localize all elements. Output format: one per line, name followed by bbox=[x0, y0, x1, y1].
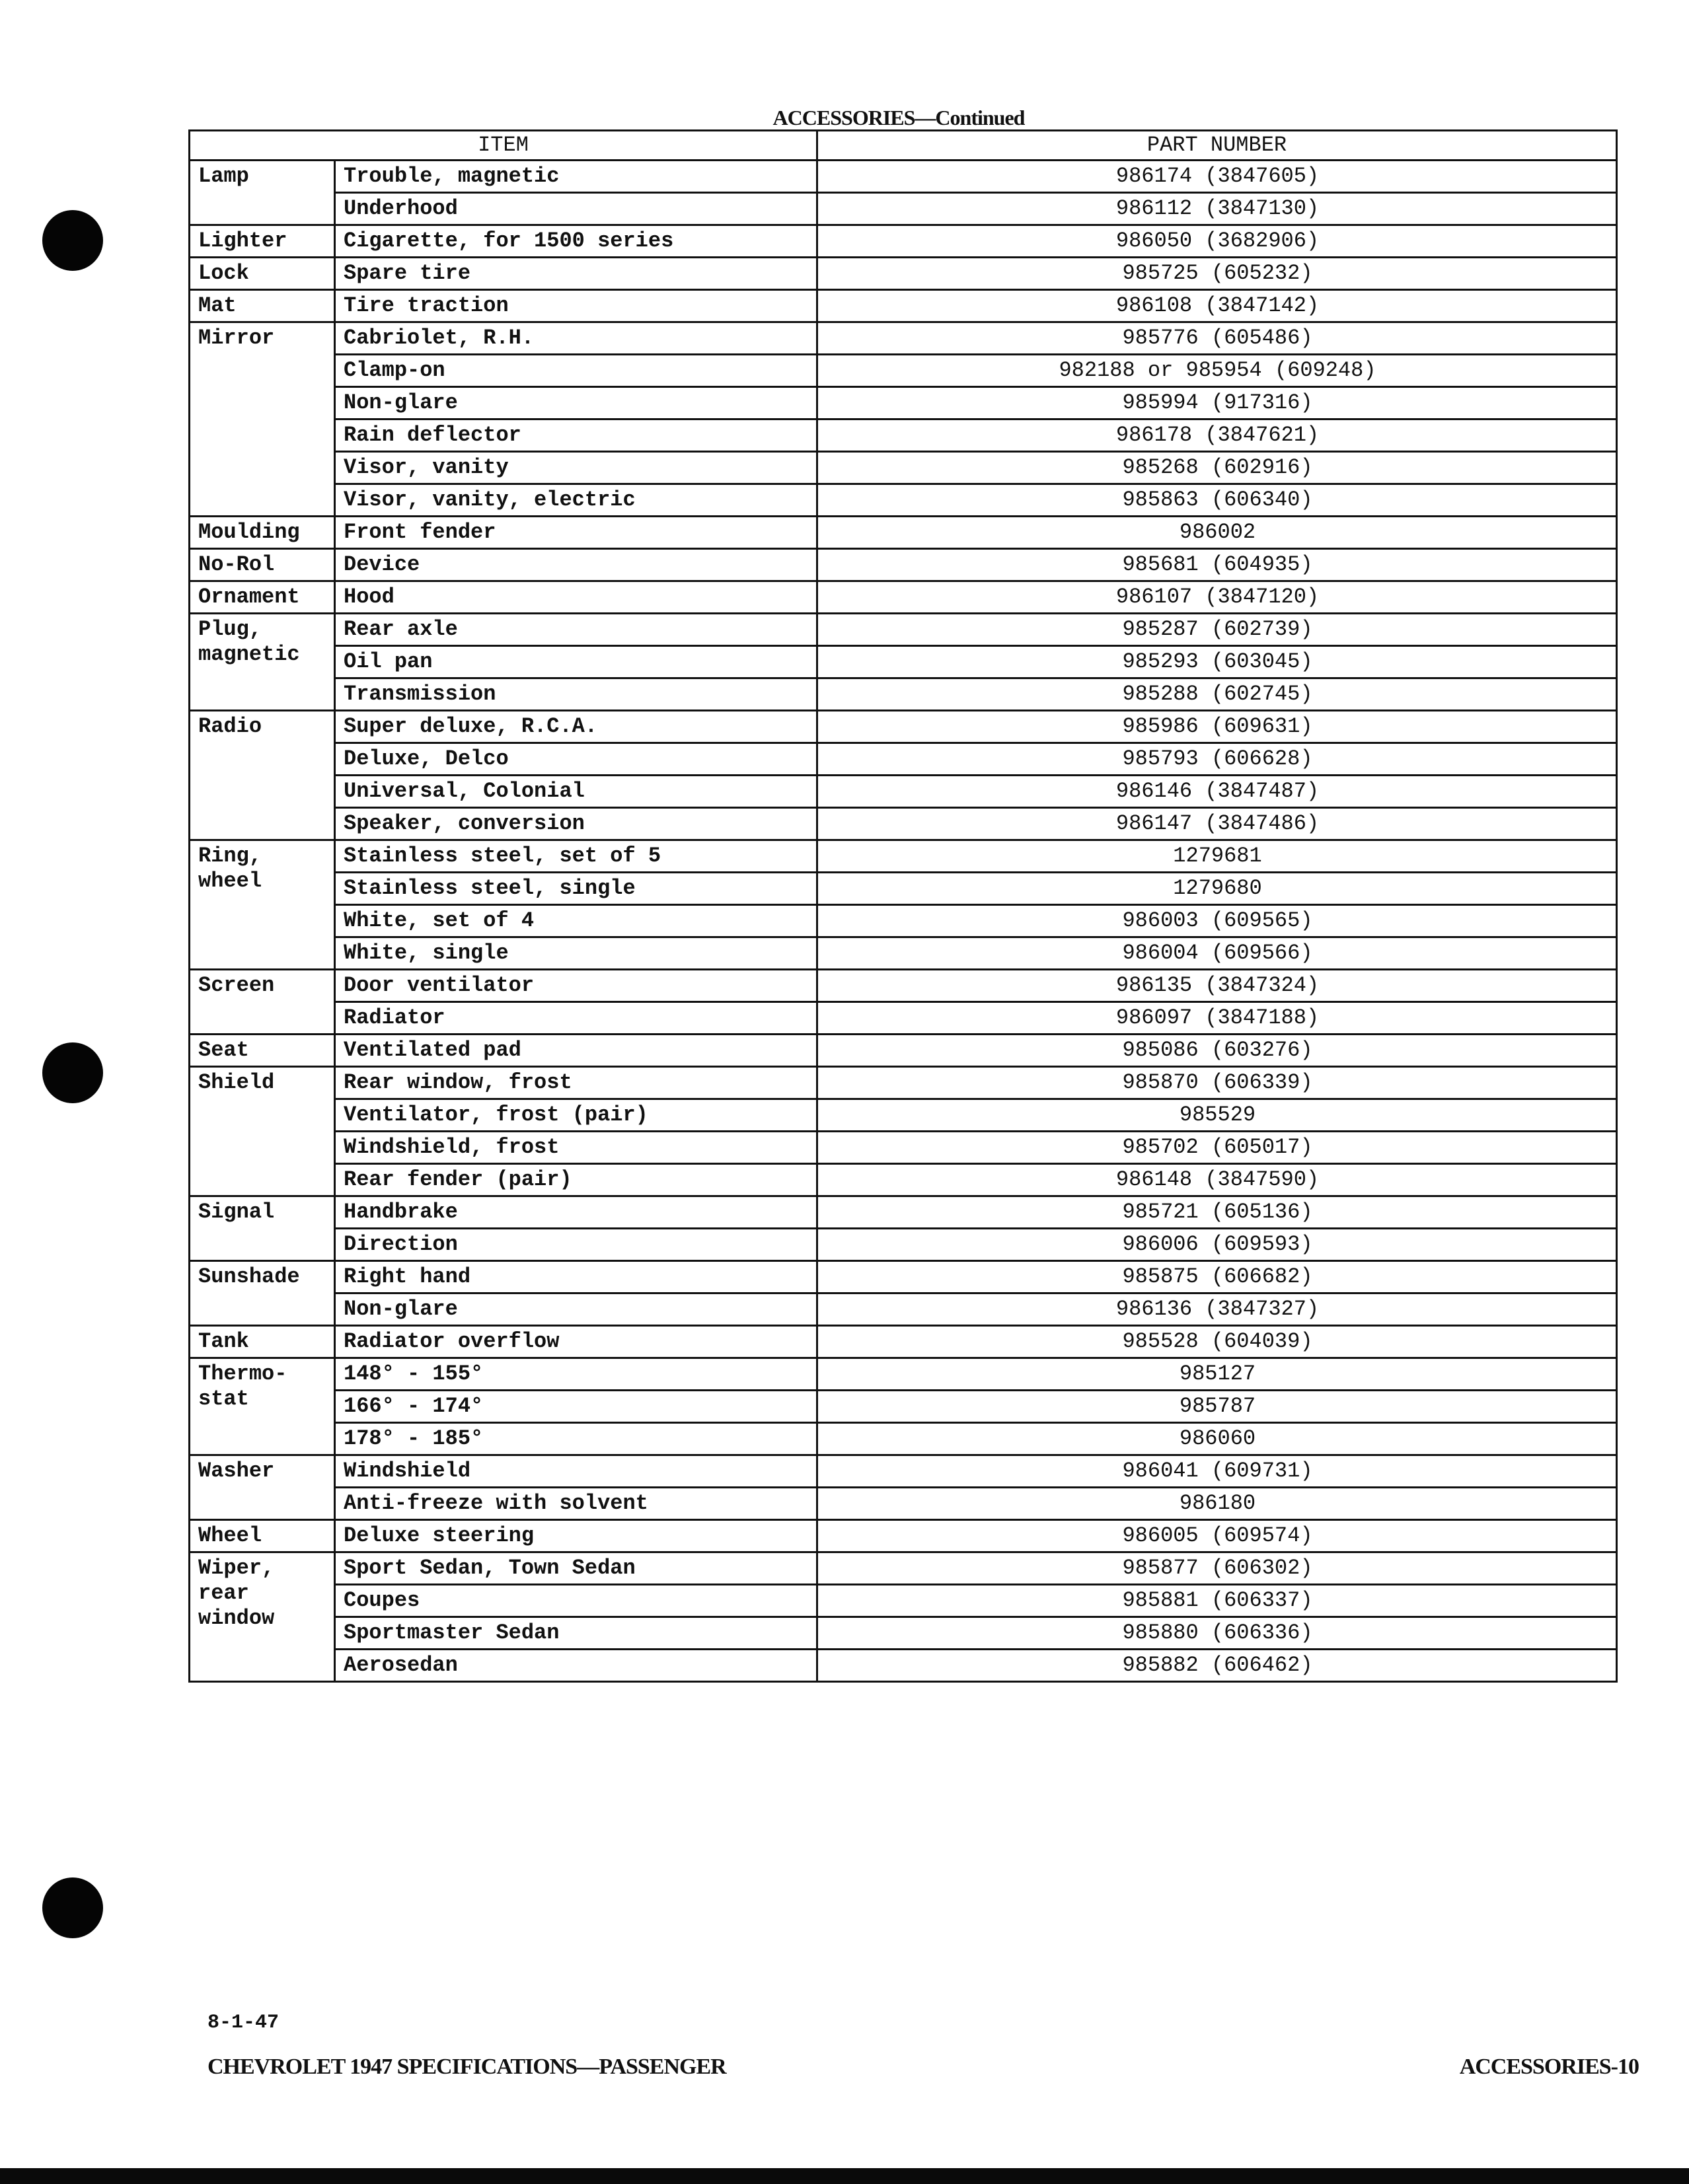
part-number-cell: 986041 (609731) bbox=[817, 1455, 1617, 1488]
table-row bbox=[190, 1423, 1617, 1455]
table-row bbox=[190, 1391, 1617, 1423]
part-number-cell: 986147 (3847486) bbox=[817, 808, 1617, 840]
part-number-cell: 985721 (605136) bbox=[817, 1196, 1617, 1229]
table-row bbox=[190, 517, 1617, 549]
table-row bbox=[190, 1326, 1617, 1358]
table-row bbox=[190, 1196, 1617, 1229]
part-number-cell: 985776 (605486) bbox=[817, 322, 1617, 355]
part-number-cell: 986174 (3847605) bbox=[817, 161, 1617, 193]
table-body bbox=[190, 161, 1617, 1682]
part-number-cell: 985528 (604039) bbox=[817, 1326, 1617, 1358]
item-cell: Coupes bbox=[335, 1585, 817, 1617]
item-cell: Trouble, magnetic bbox=[335, 161, 817, 193]
category-cell: Shield bbox=[190, 1067, 335, 1196]
part-number-cell: 986108 (3847142) bbox=[817, 290, 1617, 322]
part-number-cell: 986107 (3847120) bbox=[817, 581, 1617, 614]
item-cell: Stainless steel, set of 5 bbox=[335, 840, 817, 873]
item-cell: Deluxe steering bbox=[335, 1520, 817, 1552]
item-cell: Radiator overflow bbox=[335, 1326, 817, 1358]
table-row bbox=[190, 614, 1617, 646]
table-row bbox=[190, 258, 1617, 290]
part-number-cell: 985793 (606628) bbox=[817, 743, 1617, 776]
table-row bbox=[190, 776, 1617, 808]
part-number-cell: 985287 (602739) bbox=[817, 614, 1617, 646]
item-cell: 178° - 185° bbox=[335, 1423, 817, 1455]
item-cell: Ventilator, frost (pair) bbox=[335, 1099, 817, 1132]
part-number-cell: 985787 bbox=[817, 1391, 1617, 1423]
part-number-cell: 982188 or 985954 (609248) bbox=[817, 355, 1617, 387]
part-number-cell: 986097 (3847188) bbox=[817, 1002, 1617, 1035]
part-number-cell: 985882 (606462) bbox=[817, 1650, 1617, 1682]
category-cell: Tank bbox=[190, 1326, 335, 1358]
item-cell: Rain deflector bbox=[335, 419, 817, 452]
binder-hole-bottom bbox=[42, 1877, 103, 1938]
table-row bbox=[190, 1132, 1617, 1164]
item-cell: Hood bbox=[335, 581, 817, 614]
table-row bbox=[190, 452, 1617, 484]
table-row bbox=[190, 711, 1617, 743]
part-number-cell: 986180 bbox=[817, 1488, 1617, 1520]
table-row bbox=[190, 743, 1617, 776]
category-cell: Ornament bbox=[190, 581, 335, 614]
part-number-cell: 986146 (3847487) bbox=[817, 776, 1617, 808]
table-row bbox=[190, 549, 1617, 581]
table-row bbox=[190, 1617, 1617, 1650]
item-cell: White, set of 4 bbox=[335, 905, 817, 937]
part-number-cell: 985870 (606339) bbox=[817, 1067, 1617, 1099]
part-number-cell: 985877 (606302) bbox=[817, 1552, 1617, 1585]
item-cell: Sport Sedan, Town Sedan bbox=[335, 1552, 817, 1585]
part-number-cell: 986002 bbox=[817, 517, 1617, 549]
item-cell: Rear axle bbox=[335, 614, 817, 646]
item-cell: Underhood bbox=[335, 193, 817, 225]
part-number-cell: 985986 (609631) bbox=[817, 711, 1617, 743]
table-row bbox=[190, 387, 1617, 419]
part-number-cell: 986178 (3847621) bbox=[817, 419, 1617, 452]
table-row bbox=[190, 1099, 1617, 1132]
item-cell: White, single bbox=[335, 937, 817, 970]
part-number-cell: 986005 (609574) bbox=[817, 1520, 1617, 1552]
table-row bbox=[190, 970, 1617, 1002]
part-number-cell: 985268 (602916) bbox=[817, 452, 1617, 484]
category-cell: Moulding bbox=[190, 517, 335, 549]
binder-hole-top bbox=[42, 210, 103, 271]
part-number-cell: 985881 (606337) bbox=[817, 1585, 1617, 1617]
item-cell: 148° - 155° bbox=[335, 1358, 817, 1391]
category-cell: Thermo- stat bbox=[190, 1358, 335, 1455]
part-number-cell: 985681 (604935) bbox=[817, 549, 1617, 581]
footer-document-title: CHEVROLET 1947 SPECIFICATIONS—PASSENGER bbox=[207, 2055, 726, 2079]
scan-border bbox=[0, 2168, 1689, 2184]
part-number-cell: 985293 (603045) bbox=[817, 646, 1617, 678]
category-cell: No-Rol bbox=[190, 549, 335, 581]
part-number-cell: 985994 (917316) bbox=[817, 387, 1617, 419]
item-cell: Direction bbox=[335, 1229, 817, 1261]
part-number-cell: 985863 (606340) bbox=[817, 484, 1617, 517]
part-number-cell: 985127 bbox=[817, 1358, 1617, 1391]
table-row bbox=[190, 1067, 1617, 1099]
table-row bbox=[190, 937, 1617, 970]
item-cell: Stainless steel, single bbox=[335, 873, 817, 905]
category-cell: Lighter bbox=[190, 225, 335, 258]
category-cell: Screen bbox=[190, 970, 335, 1035]
category-cell: Lock bbox=[190, 258, 335, 290]
part-number-cell: 986135 (3847324) bbox=[817, 970, 1617, 1002]
category-cell: Wiper, rear window bbox=[190, 1552, 335, 1682]
footer-date: 8-1-47 bbox=[207, 2012, 280, 2034]
table-row bbox=[190, 161, 1617, 193]
item-cell: Right hand bbox=[335, 1261, 817, 1293]
item-cell: Oil pan bbox=[335, 646, 817, 678]
part-number-cell: 986004 (609566) bbox=[817, 937, 1617, 970]
table-row bbox=[190, 355, 1617, 387]
part-number-cell: 985529 bbox=[817, 1099, 1617, 1132]
footer-page-number: ACCESSORIES-10 bbox=[1459, 2055, 1639, 2079]
accessories-table bbox=[188, 129, 1618, 1683]
category-cell: Radio bbox=[190, 711, 335, 840]
table-row bbox=[190, 808, 1617, 840]
header-item: ITEM bbox=[190, 131, 817, 161]
item-cell: Non-glare bbox=[335, 1293, 817, 1326]
item-cell: Speaker, conversion bbox=[335, 808, 817, 840]
part-number-cell: 986050 (3682906) bbox=[817, 225, 1617, 258]
item-cell: Visor, vanity bbox=[335, 452, 817, 484]
category-cell: Seat bbox=[190, 1035, 335, 1067]
item-cell: Transmission bbox=[335, 678, 817, 711]
part-number-cell: 1279680 bbox=[817, 873, 1617, 905]
table-row bbox=[190, 1229, 1617, 1261]
table-row bbox=[190, 1488, 1617, 1520]
category-cell: Sunshade bbox=[190, 1261, 335, 1326]
part-number-cell: 985725 (605232) bbox=[817, 258, 1617, 290]
item-cell: Radiator bbox=[335, 1002, 817, 1035]
item-cell: Handbrake bbox=[335, 1196, 817, 1229]
category-cell: Washer bbox=[190, 1455, 335, 1520]
category-cell: Mirror bbox=[190, 322, 335, 517]
table-row bbox=[190, 1520, 1617, 1552]
table-row bbox=[190, 1358, 1617, 1391]
part-number-cell: 986112 (3847130) bbox=[817, 193, 1617, 225]
part-number-cell: 985880 (606336) bbox=[817, 1617, 1617, 1650]
category-cell: Signal bbox=[190, 1196, 335, 1261]
table-header-row bbox=[190, 131, 1617, 161]
table-row bbox=[190, 1585, 1617, 1617]
table-row bbox=[190, 1650, 1617, 1682]
table-row bbox=[190, 1293, 1617, 1326]
table-row bbox=[190, 873, 1617, 905]
item-cell: Rear fender (pair) bbox=[335, 1164, 817, 1196]
item-cell: Super deluxe, R.C.A. bbox=[335, 711, 817, 743]
item-cell: Sportmaster Sedan bbox=[335, 1617, 817, 1650]
table-row bbox=[190, 419, 1617, 452]
table-row bbox=[190, 678, 1617, 711]
binder-hole-middle bbox=[42, 1042, 103, 1103]
item-cell: Aerosedan bbox=[335, 1650, 817, 1682]
item-cell: 166° - 174° bbox=[335, 1391, 817, 1423]
item-cell: Spare tire bbox=[335, 258, 817, 290]
item-cell: Windshield, frost bbox=[335, 1132, 817, 1164]
part-number-cell: 985086 (603276) bbox=[817, 1035, 1617, 1067]
item-cell: Front fender bbox=[335, 517, 817, 549]
item-cell: Rear window, frost bbox=[335, 1067, 817, 1099]
part-number-cell: 986003 (609565) bbox=[817, 905, 1617, 937]
item-cell: Clamp-on bbox=[335, 355, 817, 387]
item-cell: Non-glare bbox=[335, 387, 817, 419]
item-cell: Anti-freeze with solvent bbox=[335, 1488, 817, 1520]
table-row bbox=[190, 1035, 1617, 1067]
part-number-cell: 986136 (3847327) bbox=[817, 1293, 1617, 1326]
page-title: ACCESSORIES—Continued bbox=[772, 106, 1025, 129]
table-row bbox=[190, 905, 1617, 937]
category-cell: Lamp bbox=[190, 161, 335, 225]
table-row bbox=[190, 1164, 1617, 1196]
header-part-number: PART NUMBER bbox=[817, 131, 1617, 161]
category-cell: Wheel bbox=[190, 1520, 335, 1552]
table-row bbox=[190, 193, 1617, 225]
table-row bbox=[190, 1455, 1617, 1488]
item-cell: Tire traction bbox=[335, 290, 817, 322]
table-row bbox=[190, 322, 1617, 355]
category-cell: Plug, magnetic bbox=[190, 614, 335, 711]
item-cell: Cigarette, for 1500 series bbox=[335, 225, 817, 258]
table-row bbox=[190, 1002, 1617, 1035]
item-cell: Deluxe, Delco bbox=[335, 743, 817, 776]
category-cell: Ring, wheel bbox=[190, 840, 335, 970]
part-number-cell: 985702 (605017) bbox=[817, 1132, 1617, 1164]
part-number-cell: 986148 (3847590) bbox=[817, 1164, 1617, 1196]
item-cell: Cabriolet, R.H. bbox=[335, 322, 817, 355]
part-number-cell: 1279681 bbox=[817, 840, 1617, 873]
table-row bbox=[190, 646, 1617, 678]
table-row bbox=[190, 484, 1617, 517]
item-cell: Windshield bbox=[335, 1455, 817, 1488]
item-cell: Door ventilator bbox=[335, 970, 817, 1002]
table-row bbox=[190, 225, 1617, 258]
item-cell: Ventilated pad bbox=[335, 1035, 817, 1067]
category-cell: Mat bbox=[190, 290, 335, 322]
part-number-cell: 986006 (609593) bbox=[817, 1229, 1617, 1261]
item-cell: Device bbox=[335, 549, 817, 581]
item-cell: Visor, vanity, electric bbox=[335, 484, 817, 517]
part-number-cell: 985288 (602745) bbox=[817, 678, 1617, 711]
table-row bbox=[190, 1261, 1617, 1293]
table-row bbox=[190, 290, 1617, 322]
table-row bbox=[190, 840, 1617, 873]
part-number-cell: 985875 (606682) bbox=[817, 1261, 1617, 1293]
item-cell: Universal, Colonial bbox=[335, 776, 817, 808]
table-row bbox=[190, 1552, 1617, 1585]
part-number-cell: 986060 bbox=[817, 1423, 1617, 1455]
table-row bbox=[190, 581, 1617, 614]
